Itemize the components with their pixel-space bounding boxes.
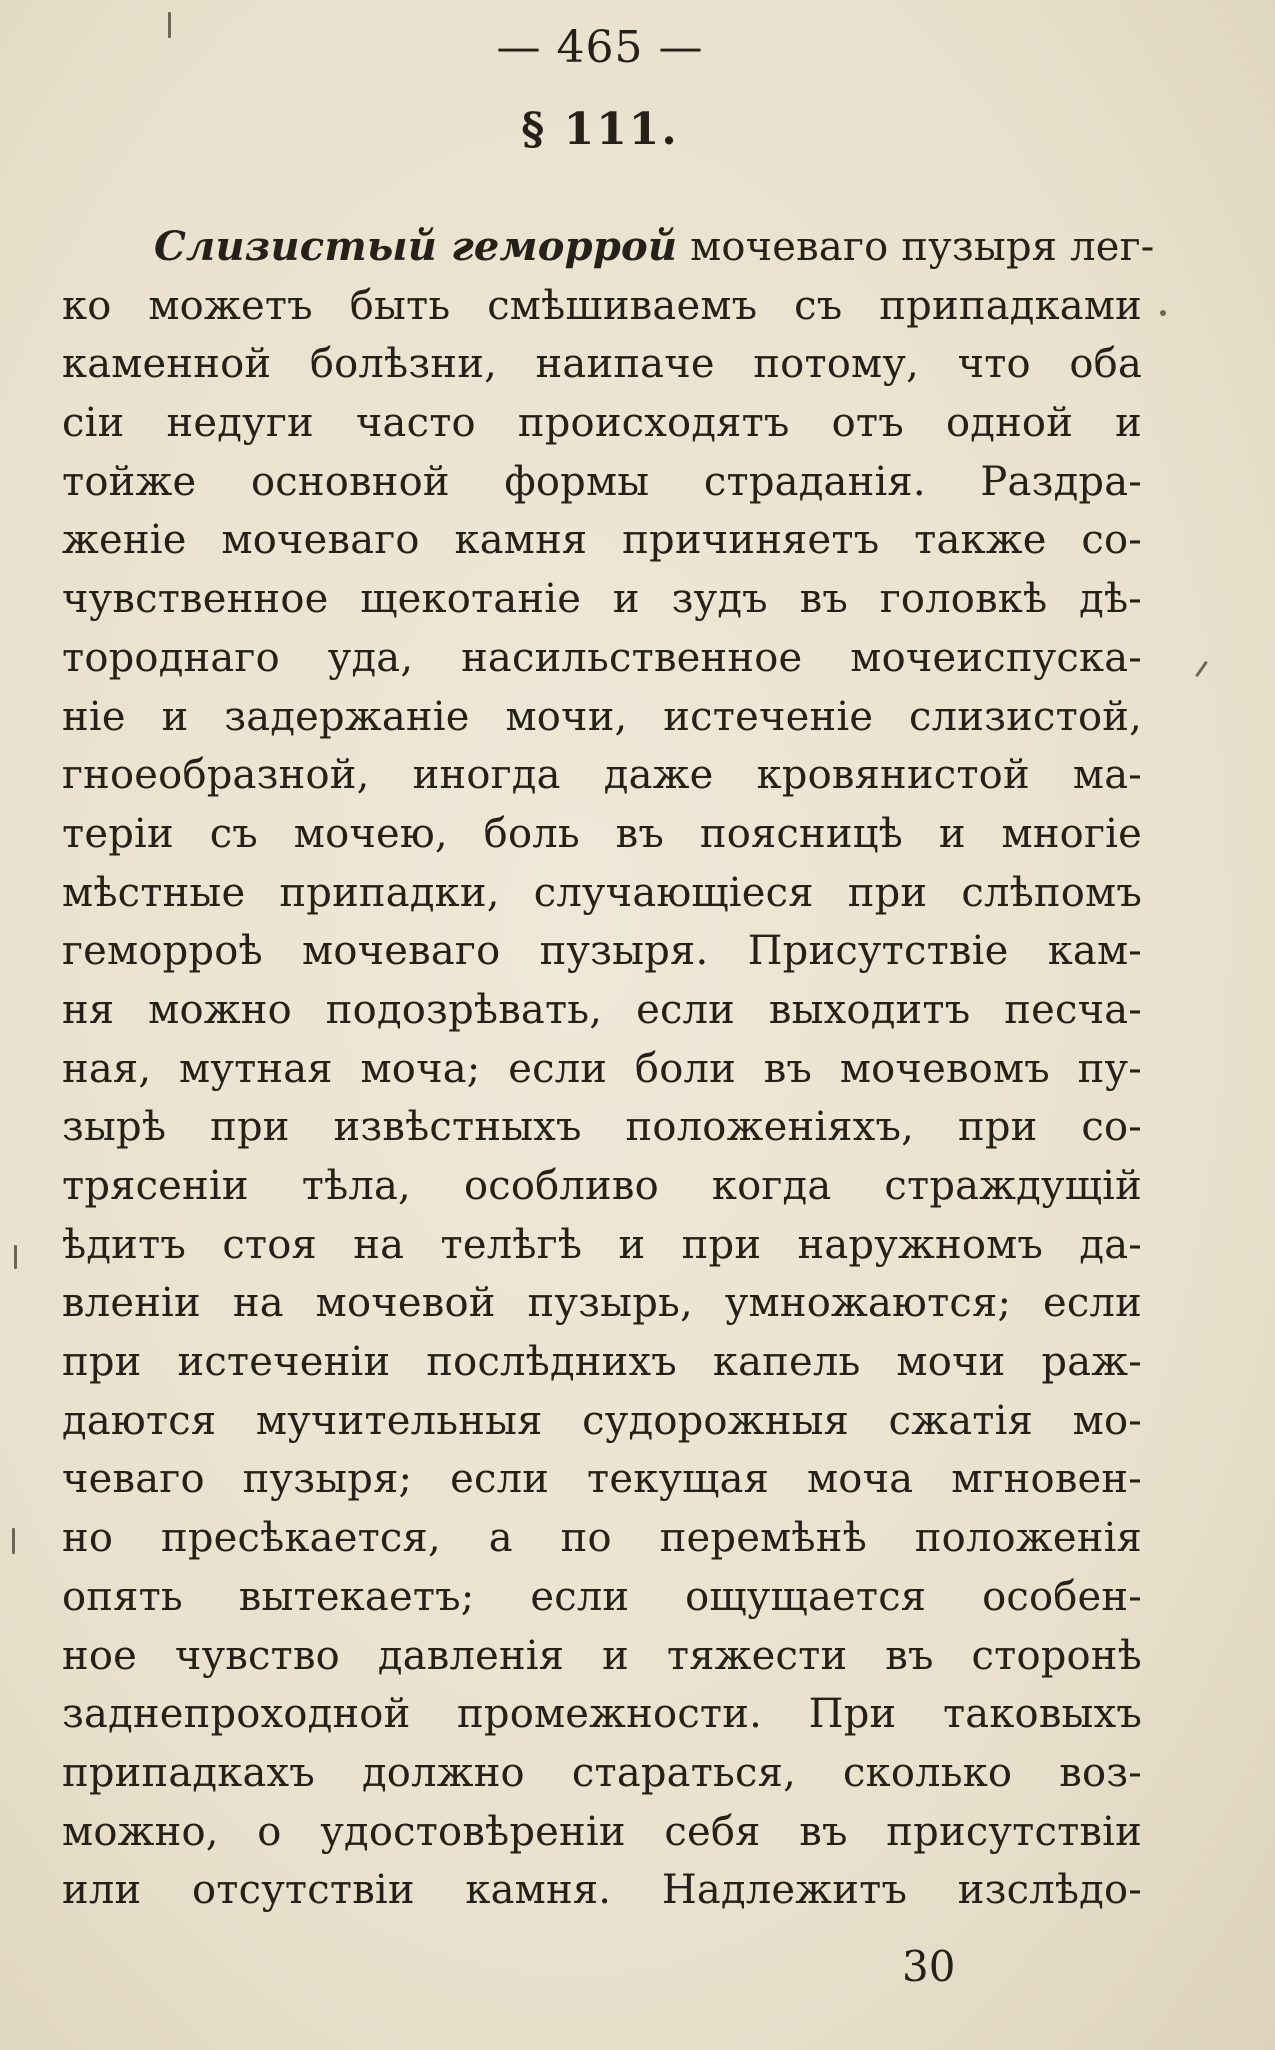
text-line: сіи недуги часто происходятъ отъ одной и [62, 400, 1142, 447]
text-line: ніе и задержаніе мочи, истеченіе слизистой, [62, 693, 1142, 740]
text-line: при истеченіи послѣднихъ капель мочи раж- [62, 1339, 1142, 1386]
text-line: ная, мутная моча; если боли въ мочевомъ пу- [62, 1045, 1142, 1092]
text-line: тороднаго уда, насильственное мочеиспуска- [62, 634, 1142, 681]
text-line: можно, о удостовѣреніи себя въ присутствіи [62, 1808, 1142, 1855]
text-line: опять вытекаетъ; если ощущается особен- [62, 1573, 1142, 1620]
text-line: ное чувство давленія и тяжести въ сторонѣ [62, 1632, 1142, 1679]
text-line: но пресѣкается, а по перемѣнѣ положенія [62, 1515, 1142, 1562]
text-line: ко можетъ быть смѣшиваемъ съ припадками [62, 282, 1142, 329]
text-line: теріи съ мочею, боль въ поясницѣ и многіе [62, 810, 1142, 857]
text-line: трясеніи тѣла, особливо когда страждущій [62, 1163, 1142, 1209]
text-line: заднепроходной промежности. При таковыхъ [62, 1691, 1142, 1738]
body-text [62, 218, 1155, 1920]
text-line: припадкахъ должно стараться, сколько воз- [62, 1749, 1142, 1796]
text-line: даются мучительныя судорожныя сжатія мо- [62, 1397, 1142, 1444]
scan-speck [1160, 310, 1166, 316]
text-line: чеваго пузыря; если текущая моча мгновен- [62, 1456, 1142, 1503]
text-line: геморроѣ мочеваго пузыря. Присутствіе кам- [62, 928, 1142, 975]
text-line: зырѣ при извѣстныхъ положеніяхъ, при со- [62, 1104, 1142, 1151]
text-line: ня можно подозрѣвать, если выходитъ песча- [62, 986, 1142, 1033]
scan-speck [12, 1528, 15, 1554]
text-line: или отсутствіи камня. Надлежитъ изслѣдо- [62, 1867, 1142, 1914]
text-line: каменной болѣзни, наипаче потому, что оба [62, 341, 1142, 388]
text-line: женіе мочеваго камня причиняетъ также со- [62, 517, 1142, 564]
signature-mark: 30 [902, 1942, 956, 1991]
text-line: гноеобразной, иногда даже кровянистой ма- [62, 752, 1142, 799]
scan-speck [14, 1245, 17, 1269]
text-line: чувственное щекотаніе и зудъ въ головкѣ дѣ- [62, 576, 1142, 623]
page-number-header: — 465 — [496, 22, 704, 73]
text-line: мѣстные припадки, случающіеся при слѣпомъ [62, 869, 1142, 916]
italic-term: Слизистый геморрой [154, 223, 678, 270]
section-heading: § 111. [521, 104, 679, 155]
scan-speck [1195, 661, 1208, 677]
text-line: вленіи на мочевой пузырь, умножаются; если [62, 1280, 1142, 1327]
text-line: ѣдитъ стоя на телѣгѣ и при наружномъ да- [62, 1221, 1142, 1268]
text-line: тойже основной формы страданія. Раздра- [62, 458, 1142, 505]
text-line [62, 218, 1155, 277]
scan-speck [168, 12, 171, 38]
line-text: мочеваго пузыря лег- [677, 224, 1155, 270]
